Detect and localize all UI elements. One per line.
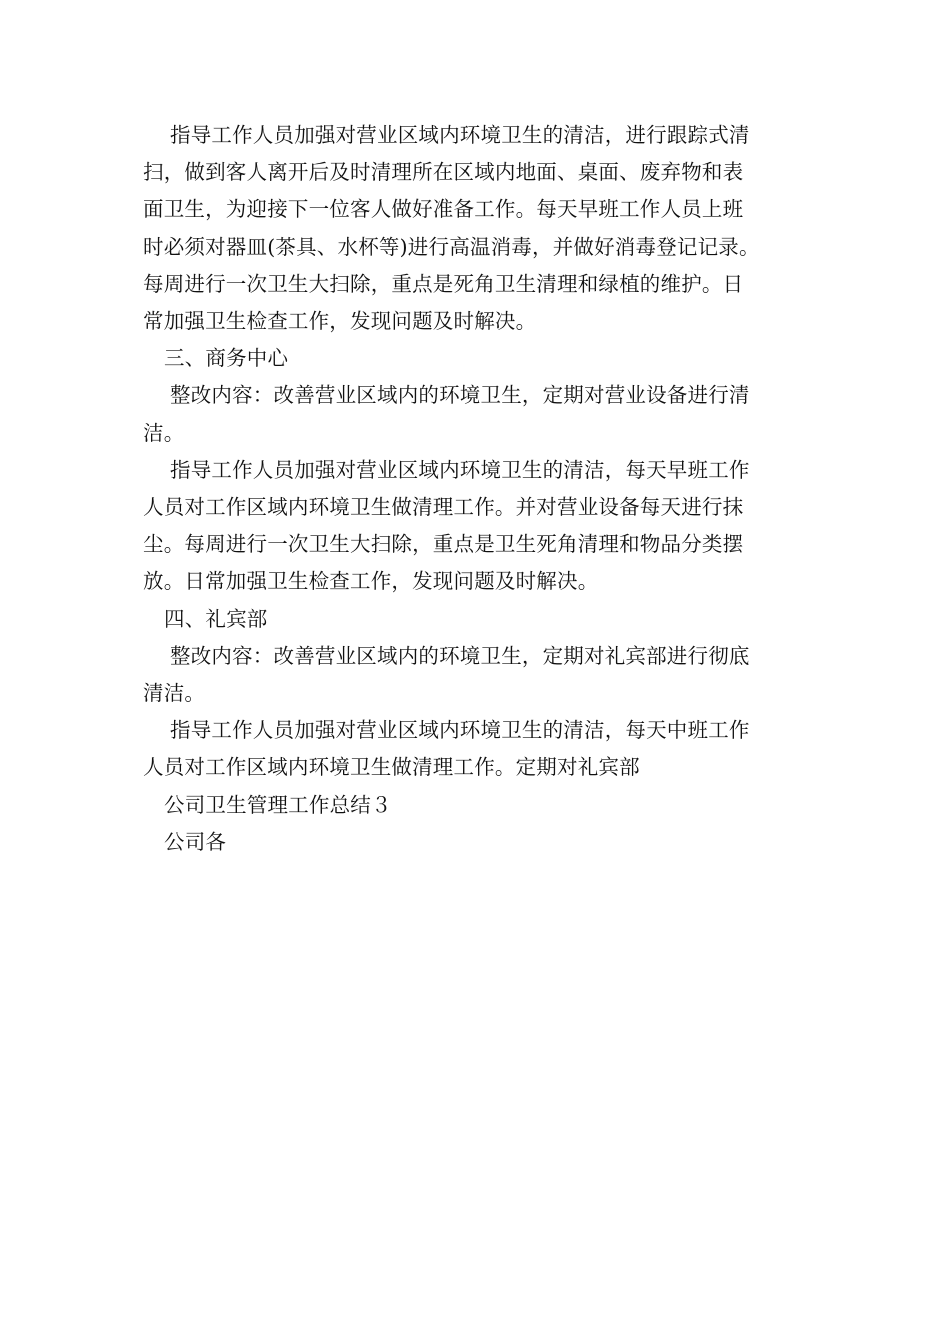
paragraph-guidance-concierge xyxy=(143,712,807,786)
text-line: 人员对工作区域内环境卫生做清理工作。并对营业设备每天进行抹 xyxy=(143,495,744,520)
text-line: 整改内容：改善营业区域内的环境卫生，定期对营业设备进行清 xyxy=(170,383,750,408)
heading-text: 四、礼宾部 xyxy=(164,606,268,631)
text-line: 面卫生，为迎接下一位客人做好准备工作。每天早班工作人员上班 xyxy=(143,197,744,222)
text-line: 清洁。 xyxy=(143,681,206,706)
section-heading-summary-3 xyxy=(143,787,807,824)
section-heading-company-start xyxy=(143,824,807,861)
text-line: 人员对工作区域内环境卫生做清理工作。定期对礼宾部 xyxy=(143,755,640,780)
text-line: 尘。每周进行一次卫生大扫除，重点是卫生死角清理和物品分类摆 xyxy=(143,532,744,557)
heading-text: 公司各 xyxy=(164,829,227,854)
heading-text: 三、商务中心 xyxy=(164,346,289,371)
text-line: 指导工作人员加强对营业区域内环境卫生的清洁，进行跟踪式清 xyxy=(170,123,750,147)
text-line: 洁。 xyxy=(143,420,185,445)
paragraph-guidance-business-center xyxy=(143,452,807,601)
text-line: 整改内容：改善营业区域内的环境卫生，定期对礼宾部进行彻底 xyxy=(170,643,750,668)
text-line: 指导工作人员加强对营业区域内环境卫生的清洁，每天中班工作 xyxy=(170,718,750,743)
text-line: 每周进行一次卫生大扫除，重点是死角卫生清理和绿植的维护。日 xyxy=(143,271,744,296)
document-body xyxy=(143,117,807,861)
text-line: 扫，做到客人离开后及时清理所在区域内地面、桌面、废弃物和表 xyxy=(143,160,744,185)
heading-text: 公司卫生管理工作总结３ xyxy=(164,792,392,817)
paragraph-rectification-business-center xyxy=(143,377,807,451)
section-heading-business-center xyxy=(143,340,807,377)
section-heading-concierge xyxy=(143,601,807,638)
text-line: 指导工作人员加强对营业区域内环境卫生的清洁，每天早班工作 xyxy=(170,457,750,482)
text-line: 放。日常加强卫生检查工作，发现问题及时解决。 xyxy=(143,569,599,594)
paragraph-hygiene-guidance xyxy=(143,117,807,340)
text-line: 时必须对器皿(茶具、水杯等)进行高温消毒，并做好消毒登记记录。 xyxy=(143,234,760,259)
text-line: 常加强卫生检查工作，发现问题及时解决。 xyxy=(143,309,537,334)
paragraph-rectification-concierge xyxy=(143,638,807,712)
